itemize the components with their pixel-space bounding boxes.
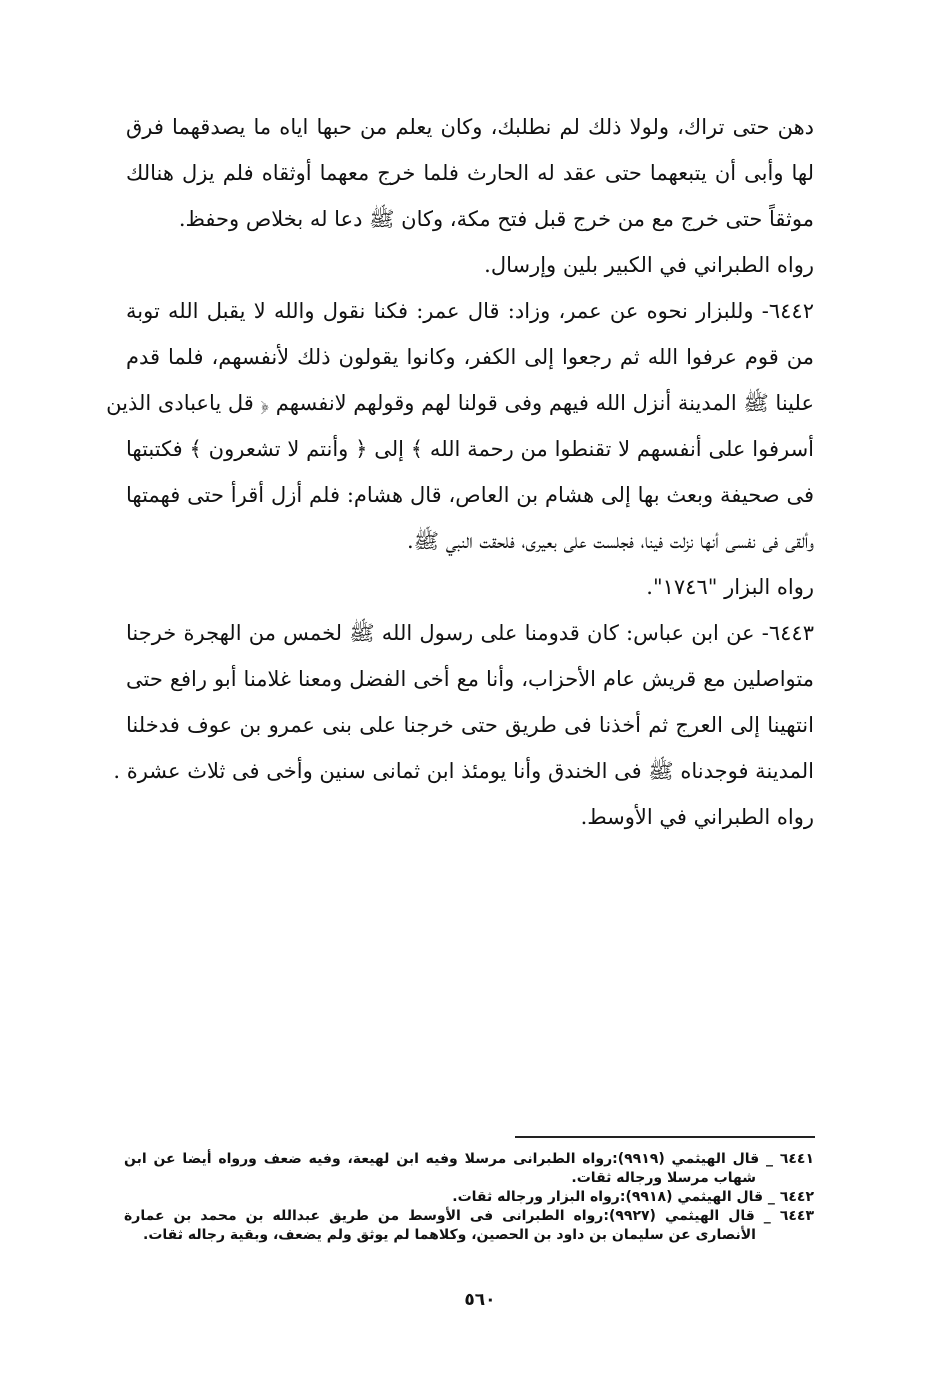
footnote-line: الأنصارى عن سليمان بن داود بن الحصين، وكلاهما لم يوثق ولم يضعف، وبقية رجاله ثقات. — [143, 1227, 756, 1243]
text-line: من قوم عرفوا الله ثم رجعوا إلى الكفر، وكانوا يقولون ذلك لأنفسهم، فلما قدم — [126, 345, 814, 369]
footnotes-block — [124, 1150, 814, 1245]
main-text-block — [106, 104, 814, 840]
text-line: ٦٤٤٣- عن ابن عباس: كان قدومنا على رسول الله ﷺ لخمس من الهجرة خرجنا — [126, 621, 814, 645]
text-line: دهن حتى تراك، ولولا ذلك لم نطلبك، وكان يعلم من حبها اياه ما يصدقهما فرق — [126, 115, 814, 139]
text-line: لها وأبى أن يتبعهما حتى عقد له الحارث فلما خرج معهما أوثقاه فلم يزل هنالك — [126, 161, 814, 185]
text-line: أسرفوا على أنفسهم لا تقنطوا من رحمة الله ﴾ إلى ﴿ وأنتم لا تشعرون ﴾ فكتبتها — [126, 437, 814, 461]
text-line: المدينة فوجدناه ﷺ فى الخندق وأنا يومئذ ابن ثمانى سنين وأخى فى ثلاث عشرة . — [113, 759, 814, 783]
text-line: وألقى فى نفسى أنها نزلت فينا، فجلست على بعيرى، فلحقت النبي ﷺ. — [406, 529, 814, 553]
footnote-line: شهاب مرسلا ورجاله ثقات. — [571, 1170, 756, 1186]
source-citation: رواه الطبراني في الكبير بلين وإرسال. — [484, 253, 814, 277]
text-line: ٦٤٤٢- وللبزار نحوه عن عمر، وزاد: قال عمر: فكنا نقول والله لا يقبل الله توبة — [126, 299, 814, 323]
text-line: انتهينا إلى العرج ثم أخذنا فى طريق حتى خرجنا على بنى عمرو بن عوف فدخلنا — [126, 713, 814, 737]
source-citation: رواه البزار "١٧٤٦". — [646, 575, 814, 599]
footnote-line: ٦٤٤١ _ قال الهيثمي (٩٩١٩):رواه الطبرانى مرسلا وفيه ابن لهيعة، وفيه ضعف ورواه أيضا عن ابن — [124, 1151, 814, 1167]
source-citation: رواه الطبراني في الأوسط. — [580, 805, 814, 829]
footnote-line: ٦٤٤٢ _ قال الهيثمي (٩٩١٨):رواه البزار ورجاله ثقات. — [452, 1189, 814, 1205]
page-number: ٥٦٠ — [464, 1290, 496, 1310]
footnote-divider — [515, 1136, 815, 1138]
footnote-line: ٦٤٤٣ _ قال الهيثمي (٩٩٢٧):رواه الطبرانى فى الأوسط من طريق عبدالله بن محمد بن عمارة — [124, 1208, 814, 1224]
text-line: علينا ﷺ المدينة أنزل الله فيهم وفى قولنا لهم وقولهم لانفسهم ﴿ قل ياعبادى الذين — [106, 391, 814, 415]
text-line: موثقاً حتى خرج مع من خرج قبل فتح مكة، وكان ﷺ دعا له بخلاص وحفظ. — [178, 207, 814, 231]
text-line: فى صحيفة وبعث بها إلى هشام بن العاص، قال هشام: فلم أزل أقرأ حتى فهمتها — [126, 483, 814, 507]
text-line: متواصلين مع قريش عام الأحزاب، وأنا مع أخى الفضل ومعنا غلامنا أبو رافع حتى — [126, 667, 814, 691]
